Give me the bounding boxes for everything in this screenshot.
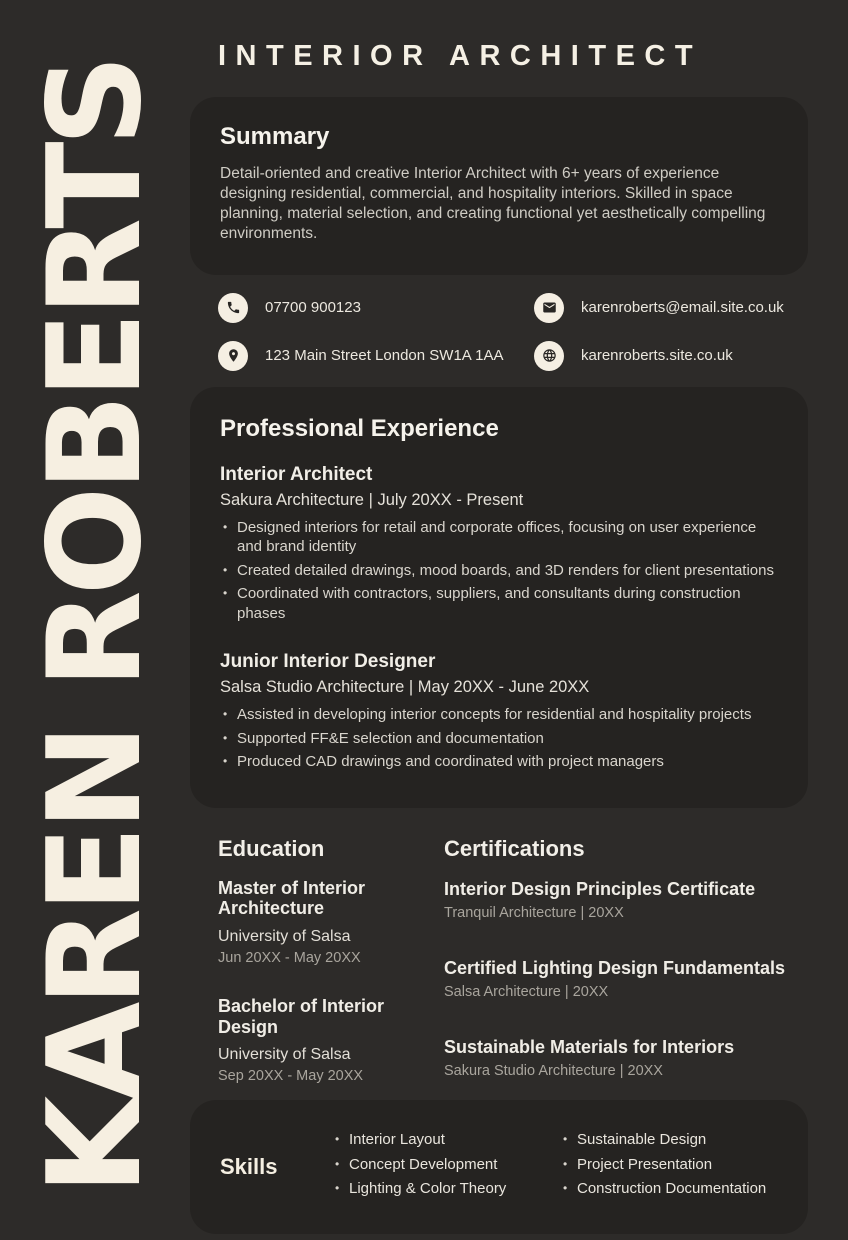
- job-bullet: • Produced CAD drawings and coordinated with project managers: [220, 752, 778, 772]
- education-heading: Education: [218, 835, 325, 861]
- skill-item: • Concept Development: [332, 1155, 560, 1175]
- degree-title: Master of Interior Architecture: [218, 877, 366, 919]
- globe-icon: [534, 341, 564, 371]
- education-dates: Sep 20XX - May 20XX: [218, 1068, 364, 1085]
- summary-body: Detail-oriented and creative Interior Architect with 6+ years of experience designing residential, commercial, and hospitality interiors. Skilled in space planning, material selection, and creating functional yet aesthetically compelling environments.: [220, 165, 766, 243]
- education-entry: [218, 996, 418, 1084]
- education-dates: Jun 20XX - May 20XX: [218, 949, 361, 966]
- job-bullet-list: [220, 518, 778, 624]
- skill-item: • Sustainable Design: [560, 1130, 780, 1150]
- skill-item: • Lighting & Color Theory: [332, 1179, 560, 1199]
- website-value: karenroberts.site.co.uk: [581, 347, 733, 365]
- certification-title: Certified Lighting Design Fundamentals: [444, 957, 786, 978]
- skill-item: • Project Presentation: [560, 1155, 780, 1175]
- experience-heading: Professional Experience: [220, 414, 499, 442]
- vertical-name-text: KAREN ROBERTS: [20, 59, 170, 1195]
- degree-title: Bachelor of Interior Design: [218, 995, 385, 1037]
- certification-entry: [444, 958, 808, 1000]
- certification-entry: [444, 879, 808, 921]
- school-name: University of Salsa: [218, 927, 351, 945]
- contact-phone: [218, 293, 534, 323]
- certification-meta: Salsa Architecture | 20XX: [444, 983, 609, 1000]
- job-entry: [220, 464, 778, 624]
- email-value: karenroberts@email.site.co.uk: [581, 299, 784, 317]
- certifications-heading: Certifications: [444, 835, 585, 861]
- certification-title: Sustainable Materials for Interiors: [444, 1036, 735, 1057]
- job-bullet: • Designed interiors for retail and corporate offices, focusing on user experience and brand identity: [220, 518, 778, 557]
- vertical-name: [0, 47, 190, 1207]
- job-meta: Salsa Studio Architecture | May 20XX - June 20XX: [220, 678, 590, 697]
- phone-value: 07700 900123: [265, 299, 361, 317]
- skill-item: • Interior Layout: [332, 1130, 560, 1150]
- job-meta: Sakura Architecture | July 20XX - Present: [220, 490, 524, 509]
- contact-section: [190, 275, 808, 371]
- job-title: Interior Architect: [220, 463, 373, 485]
- job-bullet: • Created detailed drawings, mood boards, and 3D renders for client presentations: [220, 561, 778, 581]
- education-entry: [218, 878, 418, 966]
- education-column: [218, 836, 418, 1085]
- job-bullet: • Coordinated with contractors, suppliers, and consultants during construction phases: [220, 584, 778, 623]
- school-name: University of Salsa: [218, 1046, 351, 1064]
- skills-heading: Skills: [220, 1154, 278, 1180]
- education-certifications-section: [190, 808, 808, 1085]
- address-value: 123 Main Street London SW1A 1AA: [265, 347, 504, 365]
- skills-list-column-2: [560, 1130, 780, 1204]
- certification-title: Interior Design Principles Certificate: [444, 878, 756, 899]
- job-bullet-list: [220, 705, 778, 772]
- certification-entry: [444, 1037, 808, 1079]
- certification-meta: Tranquil Architecture | 20XX: [444, 904, 624, 921]
- skills-card: [190, 1100, 808, 1234]
- certification-meta: Sakura Studio Architecture | 20XX: [444, 1062, 663, 1079]
- main-column: [190, 40, 808, 1234]
- contact-website: [534, 341, 808, 371]
- job-bullet: • Supported FF&E selection and documentation: [220, 729, 778, 749]
- contact-address: [218, 341, 534, 371]
- phone-icon: [218, 293, 248, 323]
- skills-list-column-1: [332, 1130, 560, 1204]
- certifications-column: [444, 836, 808, 1085]
- job-title: Junior Interior Designer: [220, 651, 436, 673]
- envelope-icon: [534, 293, 564, 323]
- page-title: INTERIOR ARCHITECT: [218, 40, 703, 72]
- skill-item: • Construction Documentation: [560, 1179, 780, 1199]
- location-pin-icon: [218, 341, 248, 371]
- summary-heading: Summary: [220, 123, 330, 150]
- summary-card: [190, 97, 808, 275]
- job-entry: [220, 651, 778, 772]
- contact-email: [534, 293, 808, 323]
- experience-card: [190, 387, 808, 808]
- job-bullet: • Assisted in developing interior concepts for residential and hospitality projects: [220, 705, 778, 725]
